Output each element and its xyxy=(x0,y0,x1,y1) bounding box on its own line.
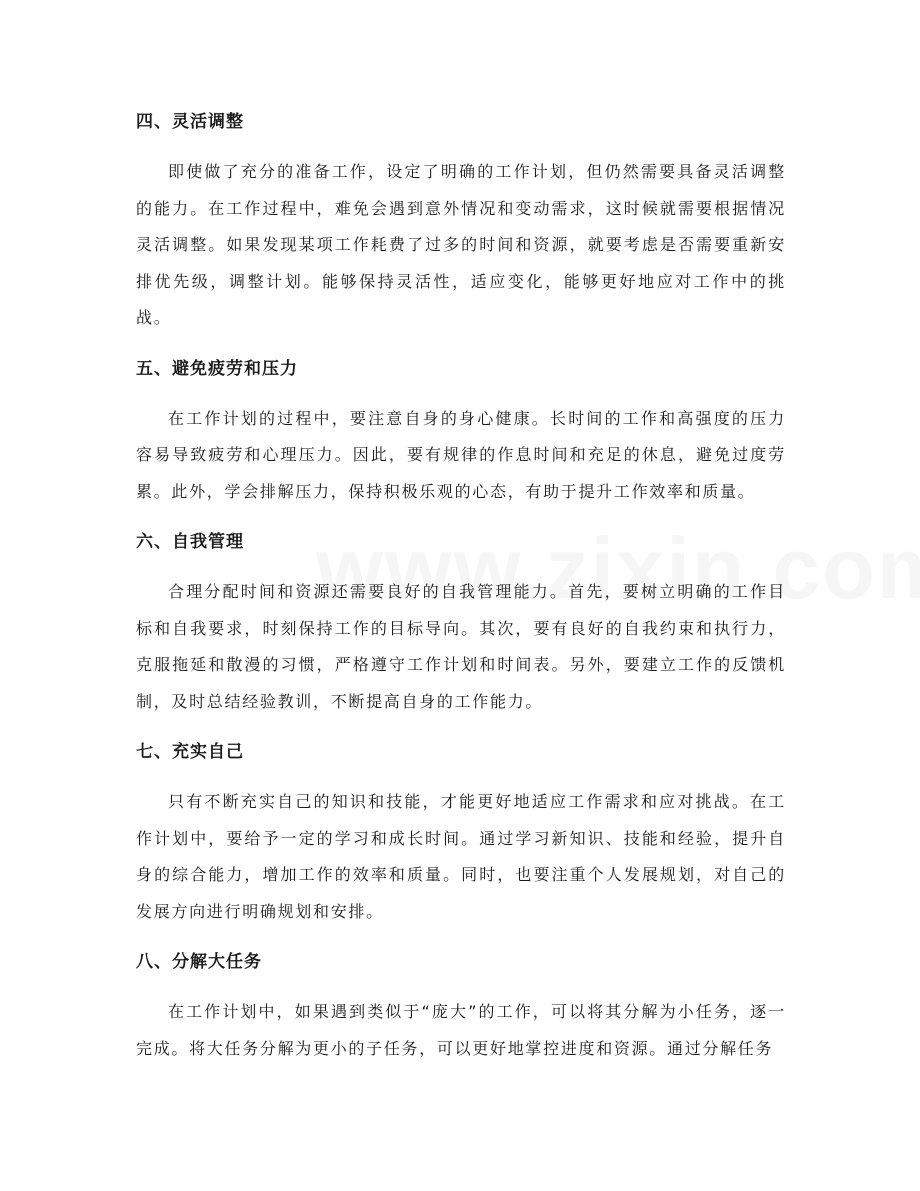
section-break-down-tasks xyxy=(136,944,786,1067)
section-heading: 八、分解大任务 xyxy=(136,952,262,972)
section-enrich-yourself xyxy=(136,734,786,930)
section-flexible-adjustment xyxy=(136,104,786,337)
section-heading: 四、灵活调整 xyxy=(136,112,244,132)
section-paragraph: 只有不断充实自己的知识和技能，才能更好地适应工作需求和应对挑战。在工作计划中，要给予一定的学习和成长时间。通过学习新知识、技能和经验，提升自身的综合能力，增加工作的效率和质量。同时，也要注重个人发展规划，对自己的发展方向进行明确规划和安排。 xyxy=(136,792,786,921)
section-self-management xyxy=(136,524,786,720)
section-paragraph: 即使做了充分的准备工作，设定了明确的工作计划，但仍然需要具备灵活调整的能力。在工作过程中，难免会遇到意外情况和变动需求，这时候就需要根据情况灵活调整。如果发现某项工作耗费了过多的时间和资源，就要考虑是否需要重新安排优先级，调整计划。能够保持灵活性，适应变化，能够更好地应对工作中的挑战。 xyxy=(136,162,786,327)
section-paragraph: 在工作计划的过程中，要注意自身的身心健康。长时间的工作和高强度的压力容易导致疲劳和心理压力。因此，要有规律的作息时间和充足的休息，避免过度劳累。此外，学会排解压力，保持积极乐观的心态，有助于提升工作效率和质量。 xyxy=(136,408,786,501)
section-heading: 七、充实自己 xyxy=(136,742,244,762)
section-paragraph: 合理分配时间和资源还需要良好的自我管理能力。首先，要树立明确的工作目标和自我要求，时刻保持工作的目标导向。其次，要有良好的自我约束和执行力，克服拖延和散漫的习惯，严格遵守工作计划和时间表。另外，要建立工作的反馈机制，及时总结经验教训，不断提高自身的工作能力。 xyxy=(136,582,786,711)
section-paragraph: 在工作计划中，如果遇到类似于“庞大”的工作，可以将其分解为小任务，逐一完成。将大任务分解为更小的子任务，可以更好地掌控进度和资源。通过分解任务 xyxy=(136,1002,786,1058)
section-heading: 六、自我管理 xyxy=(136,532,244,552)
document-body xyxy=(136,104,786,1081)
section-avoid-fatigue xyxy=(136,351,786,511)
section-heading: 五、避免疲劳和压力 xyxy=(136,358,298,379)
